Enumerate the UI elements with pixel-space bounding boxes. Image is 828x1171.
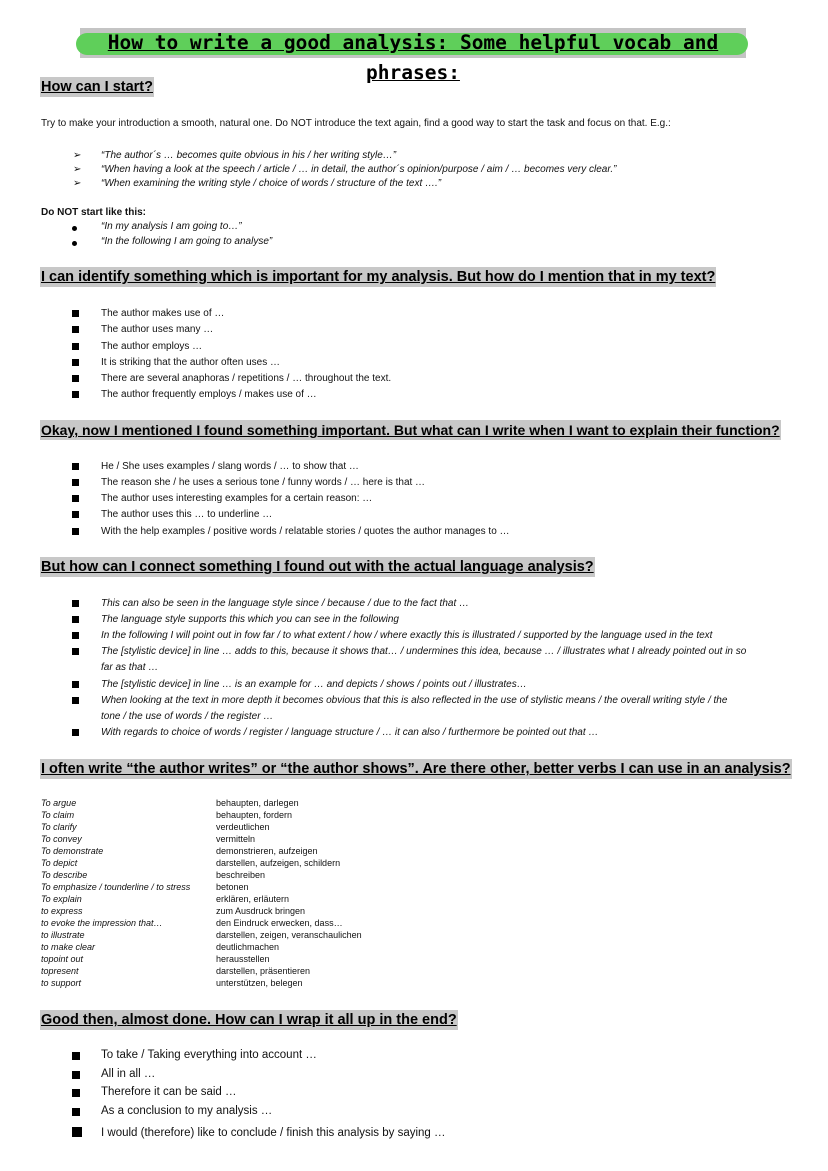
arrow-bullet-icon: ➢ [73,178,82,189]
bullet-square-icon [72,326,79,333]
bullet-square-icon [72,1127,82,1137]
list-item: The author uses interesting examples for a certain reason: … [101,493,373,504]
bullet-square-icon [72,648,79,655]
bullet-square-icon [72,391,79,398]
bullet-square-icon [72,310,79,317]
list-item: The author frequently employs / makes use of … [101,389,317,400]
vocab-en: to illustrate [41,930,85,940]
list-item: I would (therefore) like to conclude / finish this analysis by saying … [101,1127,446,1139]
vocab-de: demonstrieren, aufzeigen [216,846,318,856]
vocab-de: erklären, erläutern [216,894,290,904]
bullet-square-icon [72,729,79,736]
section-heading-function: Okay, now I mentioned I found something important. But what can I write when I want to explain their function? [41,422,780,438]
bullet-square-icon [72,1089,80,1097]
bullet-square-icon [72,343,79,350]
title-banner [80,28,746,84]
vocab-de: darstellen, aufzeigen, schildern [216,858,341,868]
bullet-square-icon [72,1108,80,1116]
list-item: When looking at the text in more depth it becomes obvious that this is also reflected in the use of stylistic means / the overall writing style / the [101,695,728,706]
bullet-square-icon [72,632,79,639]
list-item: With the help examples / positive words / relatable stories / quotes the author manages to … [101,526,510,537]
vocab-en: topoint out [41,954,84,964]
bullet-square-icon [72,511,79,518]
list-item: The author uses this … to underline … [101,509,273,520]
arrow-bullet-icon: ➢ [73,150,82,161]
vocab-de: vermitteln [216,834,256,844]
vocab-de: unterstützen, belegen [216,978,303,988]
vocab-en: To demonstrate [41,846,104,856]
list-item: He / She uses examples / slang words / … to show that … [101,461,359,472]
arrow-bullet-icon: ➢ [73,164,82,175]
vocab-de: behaupten, fordern [216,810,293,820]
list-item: The [stylistic device] in line … is an example for … and depicts / shows / points out / illustrates… [101,679,527,690]
bullet-square-icon [72,479,79,486]
vocab-en: To convey [41,834,82,844]
vocab-de: beschreiben [216,870,266,880]
bullet-square-icon [72,1071,80,1079]
list-item: The language style supports this which you can see in the following [101,614,399,625]
list-item-continued: far as that … [101,662,159,673]
vocab-en: To clarify [41,822,77,832]
bullet-square-icon [72,600,79,607]
vocab-en: to express [41,906,83,916]
vocab-en: To emphasize / tounderline / to stress [41,882,191,892]
bullet-dot-icon [72,226,77,231]
vocab-en: to evoke the impression that… [41,918,163,928]
vocab-en: To claim [41,810,75,820]
list-item: It is striking that the author often uses … [101,357,280,368]
vocab-en: to make clear [41,942,96,952]
example-item: “When having a look at the speech / article / … in detail, the author´s opinion/purpose / aim / … becomes very clear.” [101,164,617,175]
page-title: How to write a good analysis: Some helpful vocab and phrases: [107,31,719,84]
vocab-en: to support [41,978,82,988]
bullet-square-icon [72,1052,80,1060]
list-item: All in all … [101,1068,156,1080]
section-heading-connect: But how can I connect something I found out with the actual language analysis? [41,559,594,575]
vocab-de: betonen [216,882,249,892]
bullet-square-icon [72,359,79,366]
bullet-square-icon [72,616,79,623]
vocab-german-column [216,797,362,989]
list-item: This can also be seen in the language style since / because / due to the fact that … [101,598,470,609]
list-item: The author uses many … [101,324,214,335]
vocab-de: zum Ausdruck bringen [216,906,306,916]
vocab-en: To explain [41,894,82,904]
example-item: “When examining the writing style / choice of words / structure of the text ….” [101,178,442,189]
list-item: The reason she / he uses a serious tone / funny words / … here is that … [101,477,426,488]
dont-item: “In my analysis I am going to…” [101,221,242,232]
vocab-english-column [41,797,190,989]
bullet-dot-icon [72,241,77,246]
vocab-en: To argue [41,798,77,808]
section-heading-start: How can I start? [41,79,153,95]
dont-item: “In the following I am going to analyse” [101,236,273,247]
list-item: With regards to choice of words / register / language structure / … it can also / furthermore be pointed out that … [101,727,599,738]
vocab-de: darstellen, präsentieren [216,966,311,976]
vocab-de: herausstellen [216,954,270,964]
bullet-square-icon [72,375,79,382]
vocab-en: topresent [41,966,79,976]
list-item: In the following I will point out in fow far / to what extent / how / where exactly this is illustrated / supported by the language used in the text [101,630,713,641]
intro-text: Try to make your introduction a smooth, natural one. Do NOT introduce the text again, find a good way to start the task and focus on that. E.g.: [41,118,671,129]
vocab-de: den Eindruck erwecken, dass… [216,918,343,928]
vocab-en: To depict [41,858,78,868]
section-heading-identify: I can identify something which is important for my analysis. But how do I mention that in my text? [41,269,716,285]
bullet-square-icon [72,697,79,704]
bullet-square-icon [72,495,79,502]
vocab-de: deutlichmachen [216,942,280,952]
list-item: Therefore it can be said … [101,1086,237,1098]
bullet-square-icon [72,681,79,688]
vocab-en: To describe [41,870,88,880]
bullet-square-icon [72,528,79,535]
section-heading-conclusion: Good then, almost done. How can I wrap it all up in the end? [41,1012,457,1028]
list-item: There are several anaphoras / repetitions / … throughout the text. [101,373,392,384]
vocab-de: darstellen, zeigen, veranschaulichen [216,930,362,940]
example-item: “The author´s … becomes quite obvious in his / her writing style…” [101,150,397,161]
list-item: The author employs … [101,341,203,352]
vocab-de: verdeutlichen [216,822,270,832]
dont-label: Do NOT start like this: [41,207,147,218]
list-item: To take / Taking everything into account … [101,1049,317,1061]
list-item: As a conclusion to my analysis … [101,1105,273,1117]
list-item: The author makes use of … [101,308,225,319]
list-item: The [stylistic device] in line … adds to this, because it shows that… / undermines this idea, because … / illustrates what I already pointed out in so [101,646,747,657]
bullet-square-icon [72,463,79,470]
section-heading-verbs: I often write “the author writes” or “the author shows”. Are there other, better verbs I can use in an analysis? [41,761,791,777]
list-item-continued: tone / the use of words / the register … [101,711,274,722]
vocab-de: behaupten, darlegen [216,798,299,808]
